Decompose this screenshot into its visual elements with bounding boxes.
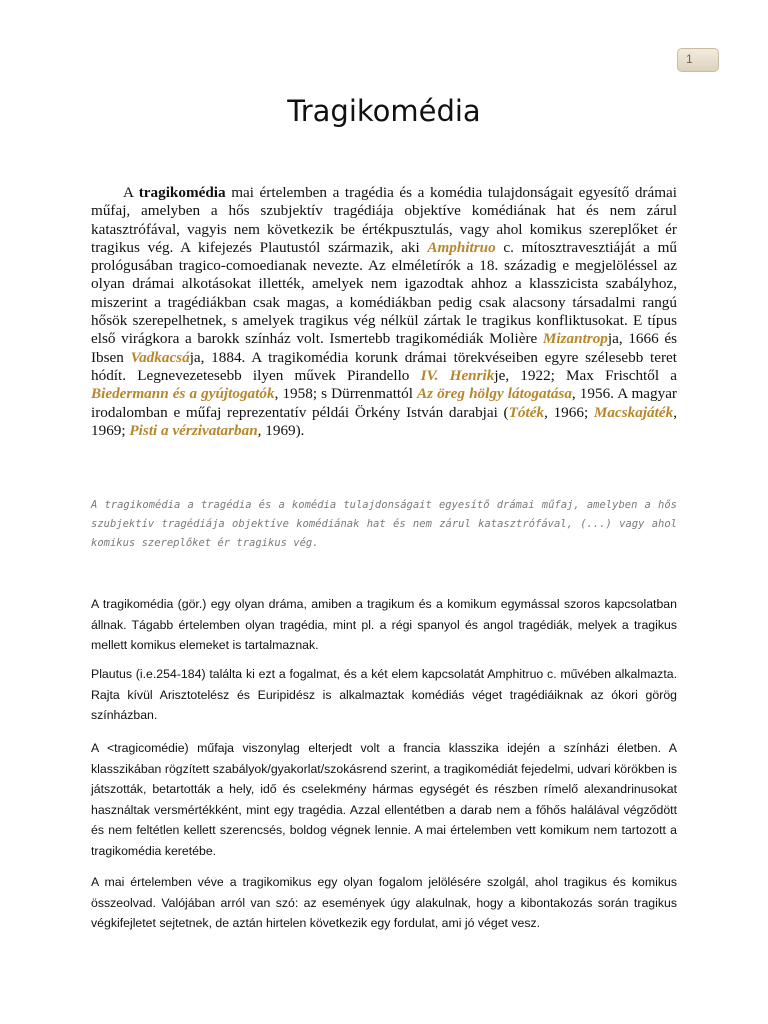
link-macskajatek[interactable]: Macskajáték [593, 403, 674, 421]
intro-text: , 1969). [257, 421, 305, 439]
intro-text: , 1956. A magyar irodalomban e műfaj reprezentatív példái Örkény István darabjai ( [91, 385, 677, 421]
page-number-badge [677, 48, 719, 72]
link-mizantrop[interactable]: Mizantrop [542, 330, 608, 348]
body-paragraph: A tragikomédia (gör.) egy olyan dráma, amiben a tragikum és a komikum egymással szoros kapcsolatban állnak. Tágabb értelemben olyan tragédia, mint pl. a régi spanyol és angol tragédiák, melyek a tragikus mellett komikus elemeket is tartalmaznak. [91, 597, 677, 652]
link-pisti-a-verzivatarban[interactable]: Pisti a vérzivatarban [129, 421, 258, 439]
intro-text: ja, 1666 és Ibsen [91, 330, 677, 366]
link-biedermann[interactable]: Biedermann és a gyújtogatók [91, 385, 275, 403]
link-totek[interactable]: Tóték [508, 403, 545, 421]
intro-text: , 1969; [91, 403, 677, 439]
page-number: 1 [686, 52, 693, 66]
intro-text: je, 1922; Max Frischtől a [494, 366, 677, 384]
pull-quote: A tragikomédia a tragédia és a komédia tulajdonságait egyesítő drámai műfaj, amelyben a hős szubjektív tragédiája objektíve komédiának hat és nem zárul katasztrófával, (...) vagy ahol komikus szereplőket ér tragikus vég. [91, 499, 677, 549]
page-title: Tragikomédia [287, 94, 481, 128]
link-amphitruo[interactable]: Amphitruo [427, 238, 496, 256]
intro-text: c. mítosztravesztiáját a mű prológusában tragico-comoedianak nevezte. Az elméletírók a 18. századig e megjelöléssel az olyan drámai alkotásokat illették, amelyek nem igazodtak ahhoz a klasszicista szabályhoz, miszerint a tragédiákban csak magas, a komédiákban pedig csak alacsony társadalmi rangú hősök szerepelhetnek, s amelyek tragikus vég nélkül zártak le tragikus konfliktusokat. E típus első virágkora a barokk színház volt. Ismertebb tragikomédiák Molière [91, 238, 677, 348]
body-paragraph: A <tragicomédie) műfaja viszonylag elterjedt volt a francia klasszika idején a színházi életben. A klasszikában rögzített szabályok/gyakorlat/szokásrend szerint, a tragikomédiát fejedelmi, udvari körökben is játszották, betartották a hely, idő és cselekmény hármas egységét és részben rímelő alexandrinusokat használtak versmértékként, mint egy tragédia. Azzal ellentétben a darab nem a főhős halálával végződött és nem feltétlen kellett szerencsés, boldog végnek lennie. A mai értelemben vett komikum nem tartozott a tragikomédia keretébe. [91, 741, 677, 858]
link-oreg-holgy[interactable]: Az öreg hölgy látogatása [417, 385, 572, 403]
link-vadkacsa[interactable]: Vadkacsá [130, 348, 190, 366]
link-iv-henrik[interactable]: IV. Henrik [420, 366, 495, 384]
intro-text: A [123, 184, 139, 201]
intro-paragraph [91, 184, 677, 440]
intro-text: , 1966; [544, 403, 594, 421]
body-paragraph: A mai értelemben véve a tragikomikus egy olyan fogalom jelölésére szolgál, ahol tragikus és komikus összeolvad. Valójában arról van szó: az események úgy alakulnak, hogy a kibontakozás során tragikus végkifejletet sejtetnek, de aztán hirtelen következik egy fordulat, ami jó véget vesz. [91, 875, 677, 930]
term-bold: tragikomédia [138, 184, 226, 201]
intro-text: ja, 1884. A tragikomédia korunk drámai törekvéseiben egyre szélesebb teret hódít. Legnevezetesebb ilyen művek Pirandello [91, 348, 677, 384]
intro-text: , 1958; s Dürrenmattól [274, 385, 418, 403]
body-paragraph: Plautus (i.e.254-184) találta ki ezt a fogalmat, és a két elem kapcsolatát Amphitruo c. művében alkalmazta. Rajta kívül Arisztotelész és Euripidész is alkalmaztak komédiás véget tragédiáiknak az ókori görög színházban. [91, 667, 677, 722]
intro-text: mai értelemben a tragédia és a komédia tulajdonságait egyesítő drámai műfaj, amelyben a hős szubjektív tragédiája objektíve komédiának hat és nem zárul katasztrófával, vagyis nem következik be értékpusztulás, vagy ahol komikus szereplőket ér tragikus vég. A kifejezés Plautustól származik, aki [91, 184, 677, 256]
